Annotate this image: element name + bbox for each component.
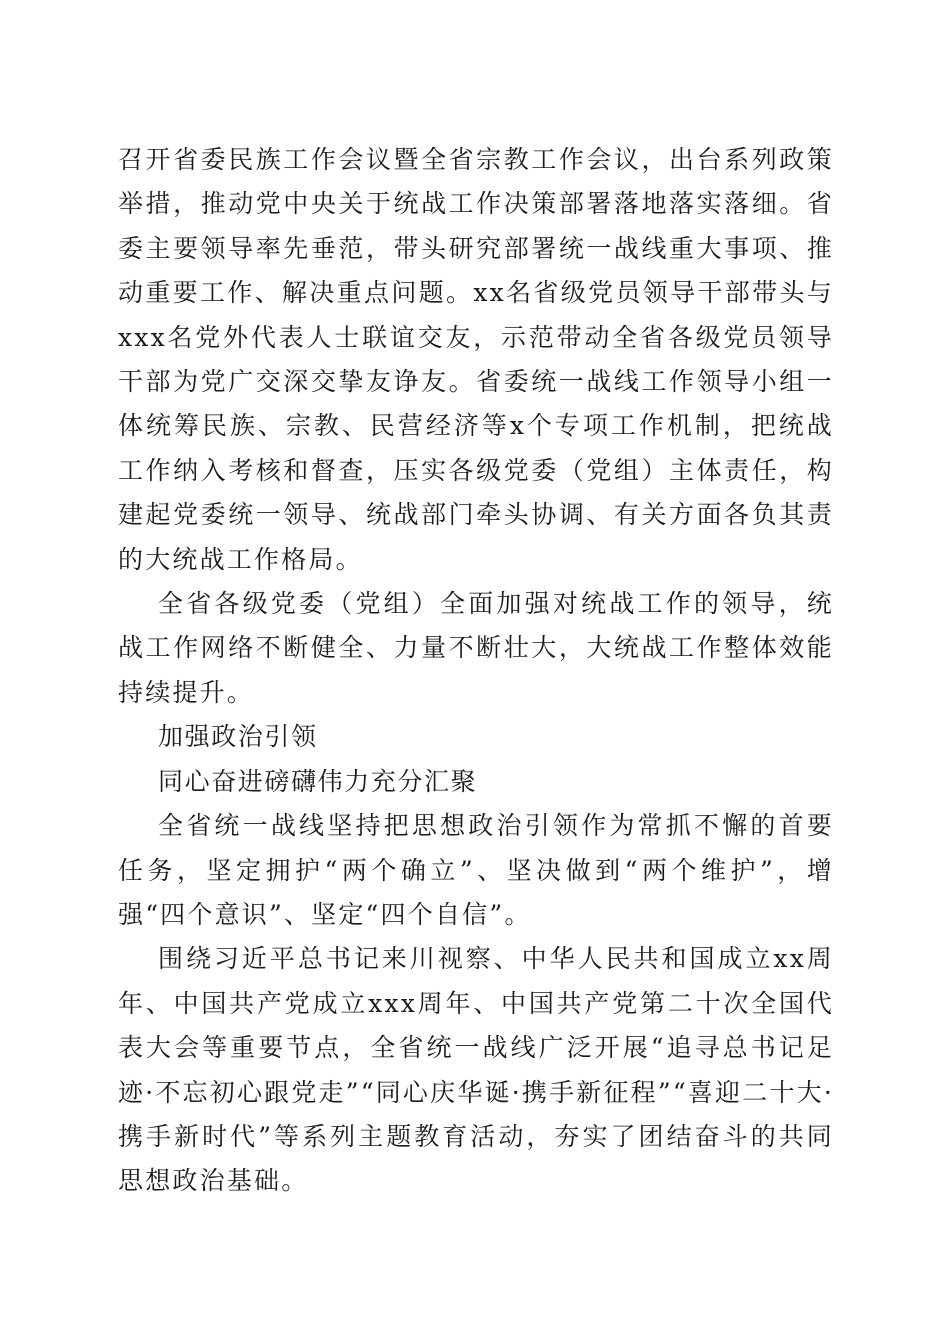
paragraph: 全省各级党委（党组）全面加强对统战工作的领导，统战工作网络不断健全、力量不断壮大，大统战工作整体效能持续提升。 [118,589,834,707]
document-body [118,138,834,1204]
section-subheading: 同心奋进磅礴伟力充分汇聚 [158,766,478,796]
paragraph: 围绕习近平总书记来川视察、中华人民共和国成立xx周年、中国共产党成立xxx周年、中国共产党第二十次全国代表大会等重要节点，全省统一战线广泛开展“追寻总书记足迹·不忘初心跟党走”“同心庆华诞·携手新征程”“喜迎二十大·携手新时代”等系列主题教育活动，夯实了团结奋斗的共同思想政治基础。 [118,944,834,1196]
paragraph: 全省统一战线坚持把思想政治引领作为常抓不懈的首要任务，坚定拥护“两个确立”、坚决做到“两个维护”，增强“四个意识”、坚定“四个自信”。 [118,811,834,929]
paragraph-continued: 召开省委民族工作会议暨全省宗教工作会议，出台系列政策举措，推动党中央关于统战工作决策部署落地落实落细。省委主要领导率先垂范，带头研究部署统一战线重大事项、推动重要工作、解决重点问题。xx名省级党员领导干部带头与xxx名党外代表人士联谊交友，示范带动全省各级党员领导干部为党广交深交挚友诤友。省委统一战线工作领导小组一体统筹民族、宗教、民营经济等x个专项工作机制，把统战工作纳入考核和督查，压实各级党委（党组）主体责任，构建起党委统一领导、统战部门牵头协调、有关方面各负其责的大统战工作格局。 [118,145,834,574]
section-heading: 加强政治引领 [158,722,318,752]
